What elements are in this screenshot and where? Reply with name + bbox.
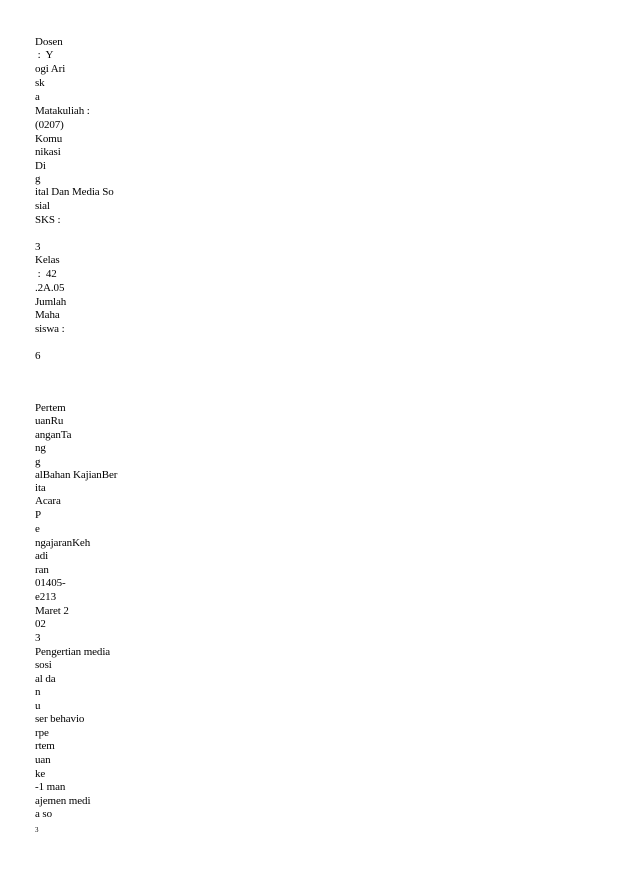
table-line: ngajaranKeh (35, 537, 91, 549)
header-line: sk (35, 77, 45, 89)
header-line: ogi Ari (35, 63, 66, 75)
table-line: Pengertian media (35, 646, 111, 658)
table-line: e (35, 523, 40, 535)
table-line: uan (35, 754, 51, 766)
table-line: Acara (35, 495, 61, 507)
table-line: ita (35, 482, 46, 494)
table-line: rpe (35, 727, 49, 739)
header-line-kelas-value: : 42 (35, 268, 57, 280)
header-line: Komu (35, 133, 63, 145)
table-line: 3 (35, 632, 41, 644)
table-line: a so (35, 808, 53, 820)
page-number: 3 (35, 826, 39, 834)
table-line: Pertem (35, 402, 66, 414)
table-line: -1 man (35, 781, 66, 793)
table-line: alBahan KajianBer (35, 469, 118, 481)
header-line-course-code: (0207) (35, 119, 64, 131)
table-line: 01405- (35, 577, 66, 589)
table-line: rtem (35, 740, 55, 752)
table-line: sosi (35, 659, 52, 671)
header-line-sks-value: 3 (35, 241, 41, 253)
header-line-dosen: Dosen (35, 36, 63, 48)
header-line: Di (35, 160, 46, 172)
header-line: siswa : (35, 323, 65, 335)
header-line-dosen-value: : Y (35, 49, 54, 61)
header-line: a (35, 91, 40, 103)
header-line-jumlah: Jumlah (35, 296, 67, 308)
table-line: Maret 2 (35, 605, 69, 617)
table-line: 02 (35, 618, 46, 630)
header-line: g (35, 173, 41, 185)
table-line: g (35, 456, 41, 468)
header-line: .2A.05 (35, 282, 65, 294)
table-line: ajemen medi (35, 795, 91, 807)
header-line: Maha (35, 309, 60, 321)
table-line: n (35, 686, 41, 698)
table-line: ke (35, 768, 46, 780)
header-line: sial (35, 200, 50, 212)
table-line: uanRu (35, 415, 64, 427)
header-line-count-value: 6 (35, 350, 41, 362)
header-line: nikasi (35, 146, 61, 158)
table-line: ser behavio (35, 713, 85, 725)
table-line: ran (35, 564, 49, 576)
table-line: adi (35, 550, 49, 562)
header-line-sks: SKS : (35, 214, 61, 226)
header-line-matakuliah: Matakuliah : (35, 105, 90, 117)
header-line-kelas: Kelas (35, 254, 60, 266)
table-line: al da (35, 673, 56, 685)
table-line: P (35, 509, 42, 521)
table-line: ng (35, 442, 46, 454)
table-line: u (35, 700, 41, 712)
table-line: anganTa (35, 429, 72, 441)
table-line: e213 (35, 591, 56, 603)
header-line: ital Dan Media So (35, 186, 114, 198)
